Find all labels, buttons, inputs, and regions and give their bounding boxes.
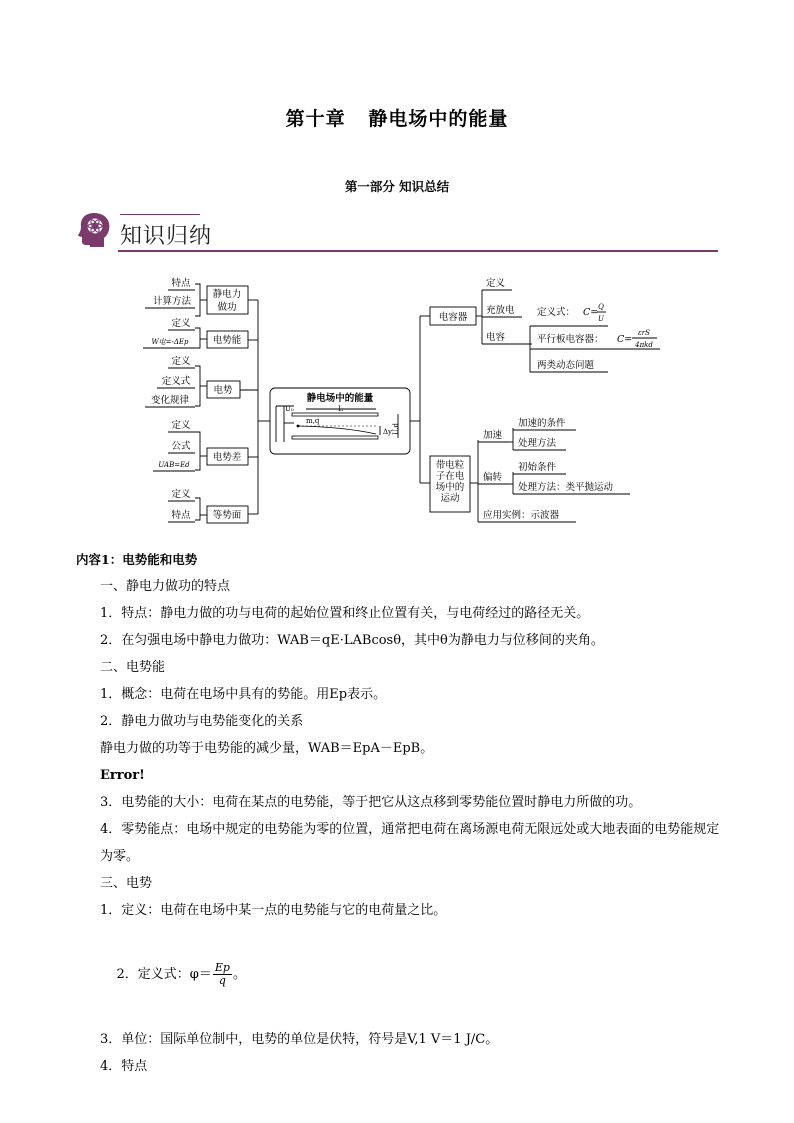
svg-text:Q: Q [598,303,604,311]
node-particle-l3: 场中的 [435,482,465,493]
ud-label: U,d [392,423,400,435]
para-pe-concept: 1．概念：电荷在电场中具有的势能。用Ep表示。 [100,687,387,702]
knowledge-banner [76,206,718,254]
potential-fraction [213,962,232,987]
node-work-line1: 静电力 [212,289,242,300]
svg-text:U: U [598,315,604,323]
leaf-group-diff [153,419,195,471]
svg-text:C=: C= [583,307,599,318]
leaf-potential-rule: 变化规律 [150,395,190,406]
charge-label: m,q [306,417,320,425]
brain-icon [76,210,112,248]
plate-length-label: L [338,405,343,413]
accel-method: 处理方法 [518,438,557,449]
node-particle-l4: 运动 [440,493,460,504]
leaf-diff-def: 定义 [171,420,191,431]
cap-def: 定义 [486,278,506,289]
page-title: 第十章 静电场中的能量 [285,108,509,130]
node-potential-diff-label: 电势差 [212,452,242,463]
leaf-group-equip [168,488,195,522]
leaf-diff-uab: UAB=Ed [158,461,190,469]
cap-formula-def [537,303,606,323]
mind-map [0,260,794,540]
leaf-group-pe [143,317,195,348]
main-content [76,546,722,1080]
cap-charge: 充放电 [486,305,515,316]
svg-text:4πkd: 4πkd [635,341,653,349]
para-potential-formula [76,924,722,1026]
leaf-equip-feature: 特点 [171,510,191,521]
para-potential-def: 1．定义：电荷在电场中某一点的电势能与它的电荷量之比。 [100,903,447,918]
leaf-potential-def: 定义 [171,356,191,367]
dy-label: Δy [383,428,393,436]
cap-capacitance: 电容 [486,332,506,343]
para-pe-decrease: 静电力做的功等于电势能的减少量，WAB＝EpA－EpB。 [100,741,434,756]
para-work-feature: 1．特点：静电力做的功与电荷的起始位置和终止位置有关，与电荷经过的路径无关。 [100,606,590,621]
svg-text:平行板电容器：: 平行板电容器： [537,334,604,345]
banner-top-rule [120,214,200,215]
leaf-pe-def: 定义 [171,318,191,329]
leaf-pe-formula: W电=-ΔEp [151,338,189,346]
para-pe-magnitude: 3．电势能的大小：电荷在某点的电势能，等于把它从这点移到零势能位置时静电力所做的功。 [100,795,642,810]
node-potential-energy-label: 电势能 [212,335,242,346]
potential-fraction-den: q [218,974,226,987]
particle-accel: 加速 [483,430,503,441]
para-potential-feature: 4．特点 [100,1059,148,1074]
section-subtitle: 第一部分 知识总结 [344,179,450,194]
center-node-label: 静电场中的能量 [306,393,374,404]
para-pe-relation: 2．静电力做功与电势能变化的关系 [100,714,304,729]
svg-text:εrS: εrS [638,329,650,337]
section-label: 内容1：电势能和电势 [76,552,198,567]
particle-deflect: 偏转 [483,472,503,483]
node-capacitor-label: 电容器 [438,312,468,323]
banner-label: 知识归纳 [120,224,213,249]
node-equipotential-label: 等势面 [212,510,242,521]
heading-potential: 三、电势 [100,876,153,891]
u0-label: U₀ [285,405,294,413]
svg-text:C=: C= [617,334,633,345]
node-particle-l2: 子在电 [435,471,465,482]
leaf-group-potential [145,355,195,407]
leaf-work-feature: 特点 [171,278,191,289]
cap-formula-plate [537,329,657,349]
leaf-work-method: 计算方法 [152,296,192,307]
leaf-group-work [145,277,195,308]
node-potential-label: 电势 [213,385,233,396]
deflect-method: 处理方法：类平抛运动 [518,482,614,493]
heading-work: 一、静电力做功的特点 [100,579,231,594]
leaf-diff-formula: 公式 [171,441,191,452]
svg-text:定义式：: 定义式： [537,307,576,318]
potential-formula-prefix: 2．定义式：φ＝ [116,967,212,982]
deflect-initial: 初始条件 [518,462,557,473]
error-text: Error! [100,768,145,783]
node-particle-l1: 带电粒 [435,460,465,471]
para-pe-zero: 4．零势能点：电场中规定的电势能为零的位置，通常把电荷在离场源电荷无限远处或大地表面的电势能规定为零。 [100,822,720,864]
particle-application: 应用实例：示波器 [483,510,560,521]
node-work-line2: 做功 [217,302,237,313]
potential-formula-suffix: 。 [232,967,246,982]
heading-pe: 二、电势能 [100,660,166,675]
leaf-equip-def: 定义 [171,489,191,500]
accel-condition: 加速的条件 [518,418,566,429]
banner-rule [118,250,718,252]
potential-fraction-num: Ep [214,961,230,974]
para-work-uniform: 2．在匀强电场中静电力做功：WAB＝qE·LABcosθ，其中θ为静电力与位移间的夹角。 [100,633,604,648]
para-potential-unit: 3．单位：国际单位制中，电势的单位是伏特，符号是V,1 V＝1 J/C。 [100,1032,499,1047]
cap-dynamic: 两类动态问题 [537,360,595,371]
leaf-potential-formula: 定义式 [161,376,191,387]
